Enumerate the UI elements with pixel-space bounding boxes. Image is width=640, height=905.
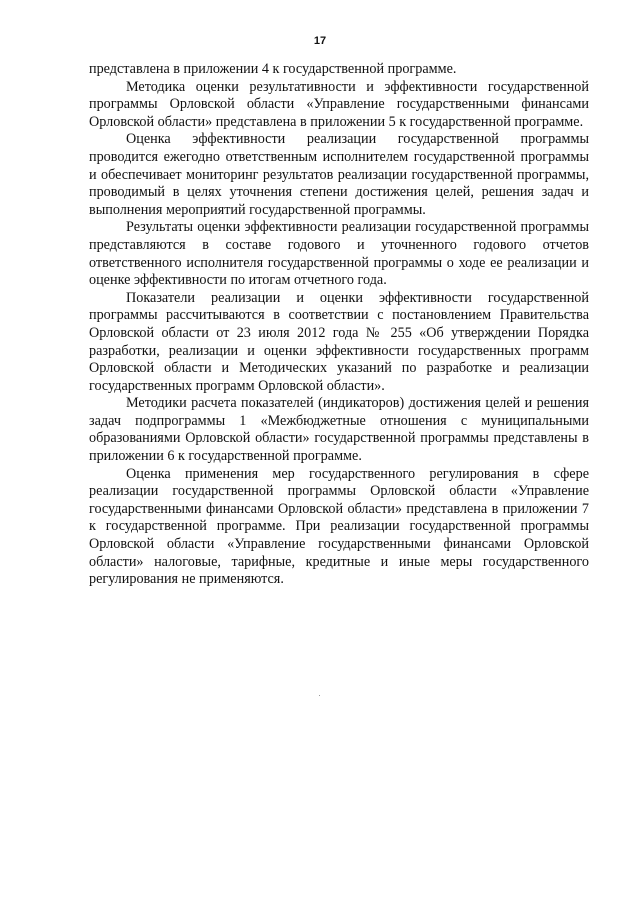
paragraph-indicators-calculation: Показатели реализации и оценки эффективности государственной программы рассчитываются в соответствии с постановлением Правительства Орловской области от 23 июля 2012 года № 255 «Об утверждении Порядка разработки, реализации и оценки эффективности государственных программ Орловской области и Методических указаний по разработке и реализации государственных программ Орловской области». — [89, 289, 589, 394]
paragraph-evaluation-method: Методика оценки результативности и эффективности государственной программы Орловской области «Управление государственными финансами Орловской области» представлена в приложении 5 к государственной программе. — [89, 78, 589, 130]
paragraph-annual-evaluation: Оценка эффективности реализации государственной программы проводится ежегодно ответственным исполнителем государственной программы и обеспечивает мониторинг результатов реализации государственной программы, проводимый в целях уточнения степени достижения целей, решения задач и выполнения мероприятий государственной программы. — [89, 131, 589, 218]
scan-speck — [319, 695, 320, 696]
document-body — [89, 61, 589, 589]
paragraph-continuation: представлена в приложении 4 к государственной программе. — [89, 61, 457, 77]
paragraph-regulation-measures: Оценка применения мер государственного регулирования в сфере реализации государственной программы Орловской области «Управление государственными финансами Орловской области» представлена в приложении 7 к государственной программе. При реализации государственной программы Орловской области «Управление государственными финансами Орловской области» налоговые, тарифные, кредитные и иные меры государственного регулирования не применяются. — [89, 465, 589, 588]
paragraph-evaluation-results: Результаты оценки эффективности реализации государственной программы представляются в составе годового и уточненного годового отчетов ответственного исполнителя государственной программы о ходе ее реализации и оценке эффективности по итогам отчетного года. — [89, 219, 589, 289]
paragraph-subprogram-methods: Методики расчета показателей (индикаторов) достижения целей и решения задач подпрограммы 1 «Межбюджетные отношения с муниципальными образованиями Орловской области» государственной программы представлены в приложении 6 к государственной программе. — [89, 395, 589, 465]
page-number: 17 — [313, 35, 327, 47]
